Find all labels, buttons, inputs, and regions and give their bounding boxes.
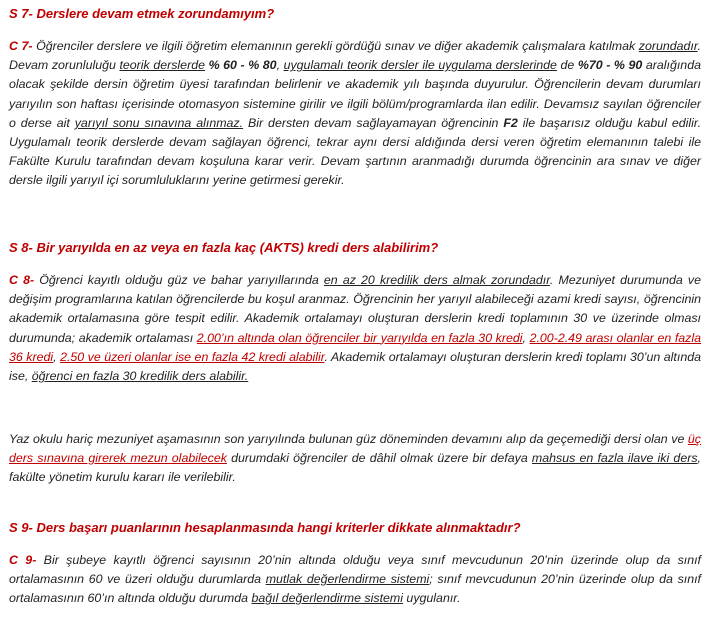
question-9: S 9- Ders başarı puanlarının hesaplanmasında hangi kriterler dikkate alınmaktadır? — [9, 520, 521, 535]
question-7: S 7- Derslere devam etmek zorundamıyım? — [9, 6, 275, 21]
answer-8: C 8- Öğrenci kayıtlı olduğu güz ve bahar yarıyıllarında en az 20 kredilik ders almak zorundadır. Mezuniyet durumunda ve değişim programlarına katılan öğrencilerde bu koşul aranmaz. Öğrencinin her yarıyıl alabileceği azami kredi sayısı, öğrencinin akademik ortalamasına göre tespit edilir. Akademik ortalamayı oluşturan derslerin kredi toplamının 30 ve üzerinde olması durumunda; akademik ortalaması 2.00’ın altında olan öğrenciler bir yarıyılda en fazla 30 kredi, 2.00-2.49 arası olanlar en fazla 36 kredi, 2.50 ve üzeri olanlar ise en fazla 42 kredi alabilir. Akademik ortalamayı oluşturan derslerin kredi toplamı 30’un altında ise, öğrenci en fazla 30 kredilik ders alabilir. — [9, 273, 702, 384]
answer-9: C 9- Bir şubeye kayıtlı öğrenci sayısının 20’nin altında olduğu veya sınıf mevcudunun 20’nin üzerinde olup da sınıf ortalamasının 60 ve üzeri olduğu durumlarda mutlak değerlendirme sistemi; sınıf mevcudunun 20’nin üzerinde olup da sınıf ortalamasının 60’ın altında olduğu durumda bağıl değerlendirme sistemi uygulanır. — [9, 553, 701, 606]
answer-8-label: C 8- — [9, 273, 35, 287]
answer-9-label: C 9- — [9, 553, 37, 567]
answer-7: C 7- Öğrenciler derslere ve ilgili öğretim elemanının gerekli gördüğü sınav ve diğer akademik çalışmalara katılmak zorundadır. Devam zorunluluğu teorik derslerde % 60 - % 80, uygulamalı teorik dersler ile uygulama derslerinde de %70 - % 90 aralığında olacak şekilde dersin öğretim üyesi tarafından belirlenir ve akademik yılı başında duyurulur. Öğrencilerin devam durumları yarıyılın son haftası içerisinde otomasyon sistemine girilir ve ilgili bölüm/programlarda ilan edilir. Devamsız sayılan öğrenciler o derse ait yarıyıl sonu sınavına alınmaz. Bir dersten devam sağlayamayan öğrencinin F2 ile başarısız olduğu kabul edilir. Uygulamalı teorik derslerde devam sağlayan öğrenci, tekrar aynı dersi aldığında dersi veren öğretim elemanının talebi ile Fakülte Kurulu tarafından devam koşuluna karar verir. Devam şartının aranmadığı durumda öğrencinin ara sınav ve diğer dersle ilgili yarıyıl içi sorumluluklarını yerine getirmesi gerekir. — [9, 39, 702, 188]
answer-7-label: C 7- — [9, 39, 33, 53]
question-8: S 8- Bir yarıyılda en az veya en fazla kaç (AKTS) kredi ders alabilirim? — [9, 240, 439, 255]
answer-8-paragraph-2: Yaz okulu hariç mezuniyet aşamasının son yarıyılında bulunan güz döneminden devamını alıp da geçemediği dersi olan ve üç ders sınavına girerek mezun olabilecek durumdaki öğrenciler de dâhil olmak üzere bir defaya mahsus en fazla ilave iki ders, fakülte yönetim kurulu kararı ile verilebilir. — [9, 432, 701, 485]
